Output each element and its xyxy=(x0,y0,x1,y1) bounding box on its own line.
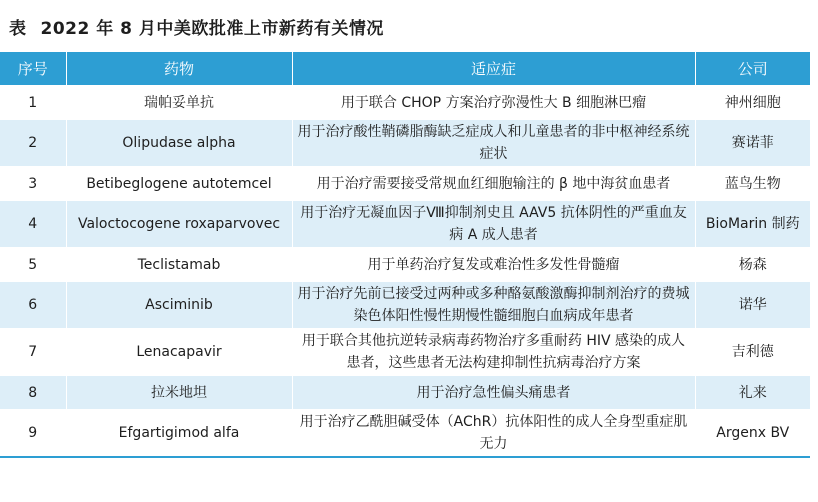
cell-company: 诺华 xyxy=(695,282,810,329)
cell-company: 赛诺菲 xyxy=(695,120,810,167)
table-row xyxy=(0,86,810,120)
cell-no: 1 xyxy=(0,86,66,120)
cell-drug: Asciminib xyxy=(66,282,292,329)
cell-drug: Teclistamab xyxy=(66,248,292,282)
cell-company: 神州细胞 xyxy=(695,86,810,120)
cell-company: BioMarin 制药 xyxy=(695,201,810,248)
cell-indication: 用于治疗需要接受常规血红细胞输注的 β 地中海贫血患者 xyxy=(292,167,695,201)
cell-no: 6 xyxy=(0,282,66,329)
cell-company: 吉利德 xyxy=(695,329,810,376)
table-row xyxy=(0,167,810,201)
cell-drug: Olipudase alpha xyxy=(66,120,292,167)
cell-no: 7 xyxy=(0,329,66,376)
table-row xyxy=(0,201,810,248)
new-drugs-table xyxy=(0,52,810,458)
header-company: 公司 xyxy=(695,52,810,86)
caption-title: 2022 年 8 月中美欧批准上市新药有关情况 xyxy=(40,19,384,39)
cell-drug: Betibeglogene autotemcel xyxy=(66,167,292,201)
cell-indication: 用于治疗无凝血因子Ⅷ抑制剂史且 AAV5 抗体阴性的严重血友病 A 成人患者 xyxy=(292,201,695,248)
cell-no: 3 xyxy=(0,167,66,201)
cell-indication: 用于治疗先前已接受过两种或多种酪氨酸激酶抑制剂治疗的费城染色体阳性慢性期慢性髓细胞白血病成年患者 xyxy=(292,282,695,329)
table-caption xyxy=(9,14,384,39)
header-row xyxy=(0,52,810,86)
cell-drug: 拉米地坦 xyxy=(66,376,292,410)
cell-company: Argenx BV xyxy=(695,410,810,458)
cell-drug: 瑞帕妥单抗 xyxy=(66,86,292,120)
cell-company: 杨森 xyxy=(695,248,810,282)
table-row xyxy=(0,376,810,410)
cell-indication: 用于治疗乙酰胆碱受体（AChR）抗体阳性的成人全身型重症肌无力 xyxy=(292,410,695,458)
table-row xyxy=(0,248,810,282)
cell-indication: 用于联合其他抗逆转录病毒药物治疗多重耐药 HIV 感染的成人患者，这些患者无法构建抑制性抗病毒治疗方案 xyxy=(292,329,695,376)
cell-indication: 用于治疗急性偏头痛患者 xyxy=(292,376,695,410)
caption-label: 表 xyxy=(9,19,27,39)
cell-no: 9 xyxy=(0,410,66,458)
cell-indication: 用于单药治疗复发或难治性多发性骨髓瘤 xyxy=(292,248,695,282)
header-drug: 药物 xyxy=(66,52,292,86)
table-row xyxy=(0,329,810,376)
cell-no: 4 xyxy=(0,201,66,248)
table-row xyxy=(0,282,810,329)
header-no: 序号 xyxy=(0,52,66,86)
cell-indication: 用于联合 CHOP 方案治疗弥漫性大 B 细胞淋巴瘤 xyxy=(292,86,695,120)
table-row xyxy=(0,120,810,167)
cell-drug: Valoctocogene roxaparvovec xyxy=(66,201,292,248)
cell-company: 蓝鸟生物 xyxy=(695,167,810,201)
cell-no: 8 xyxy=(0,376,66,410)
cell-indication: 用于治疗酸性鞘磷脂酶缺乏症成人和儿童患者的非中枢神经系统症状 xyxy=(292,120,695,167)
header-indication: 适应症 xyxy=(292,52,695,86)
table-row xyxy=(0,410,810,458)
cell-drug: Lenacapavir xyxy=(66,329,292,376)
cell-no: 2 xyxy=(0,120,66,167)
cell-no: 5 xyxy=(0,248,66,282)
cell-company: 礼来 xyxy=(695,376,810,410)
cell-drug: Efgartigimod alfa xyxy=(66,410,292,458)
